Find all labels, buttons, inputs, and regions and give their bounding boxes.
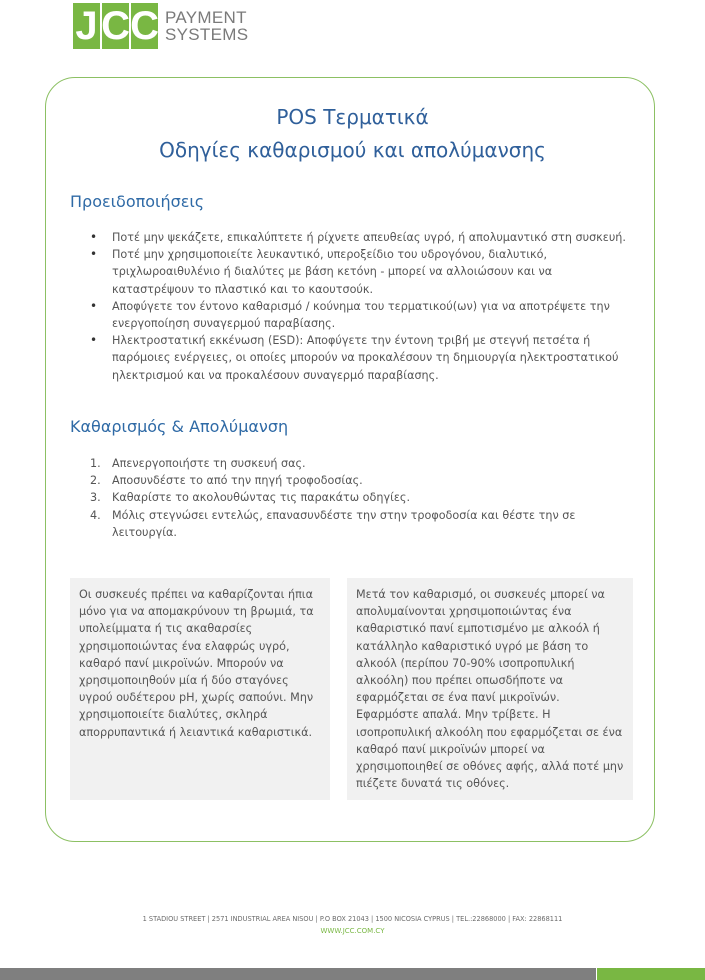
step-text: Καθαρίστε το ακολουθώντας τις παρακάτω οδηγίες. [112, 491, 411, 505]
step-item [70, 472, 630, 489]
footer-bar-green [597, 968, 705, 980]
logo-wordmark [165, 9, 248, 43]
warnings-heading: Προειδοποιήσεις [70, 192, 205, 211]
step-item [70, 489, 630, 506]
step-text: Μόλις στεγνώσει εντελώς, επανασυνδέστε την στην τροφοδοσία και θέστε την σε λειτουργία. [112, 508, 576, 539]
step-text: Απενεργοποιήστε τη συσκευή σας. [112, 457, 306, 470]
warning-item: • Ποτέ μην χρησιμοποιείτε λευκαντικό, υπεροξείδιο του υδρογόνου, διαλυτικό, τριχλωροαιθυλένιο ή διαλύτες με βάση κετόνη - μπορεί να αλλοιώσουν και να καταστρέψουν το πλαστικό και το καουτσούκ. [70, 246, 630, 298]
step-item [70, 507, 630, 541]
footer-website[interactable]: WWW.JCC.COM.CY [320, 927, 385, 935]
warning-item: • Ποτέ μην ψεκάζετε, επικαλύπτετε ή ρίχνετε απευθείας υγρό, ή απολυμαντικό στη συσκευή. [70, 229, 630, 246]
warning-item: • Ηλεκτροστατική εκκένωση (ESD): Αποφύγετε την έντονη τριβή με στεγνή πετσέτα ή παρόμοιες ενέργειες, οι οποίες μπορούν να προκαλέσουν τη δημιουργία ηλεκτροστατικού ηλεκτρισμού και να προκαλέσουν συναγερμό παραβίασης. [70, 332, 630, 384]
logo-line-2: SYSTEMS [165, 25, 249, 44]
document-subtitle: Οδηγίες καθαρισμού και απολύμανσης [159, 138, 546, 162]
step-number: 2. [90, 474, 101, 488]
warning-item: • Αποφύγετε τον έντονο καθαρισμό / κούνημα του τερματικού(ων) για να αποτρέψετε την ενεργοποίηση συναγερμού παραβίασης. [70, 298, 630, 332]
cleaning-steps [70, 455, 630, 541]
company-logo [73, 2, 248, 50]
step-number: 3. [90, 491, 101, 505]
logo-letters [73, 3, 158, 49]
document-title: POS Τερματικά [276, 105, 429, 129]
footer-address: 1 STADIOU STREET | 2571 INDUSTRIAL AREA NISOU | P.O BOX 21043 | 1500 NICOSIA CYPRUS | TEL.:22868000 | FAX: 22868111 [142, 915, 563, 923]
footer-bar-grey [0, 968, 596, 980]
logo-letter-c2: C [130, 4, 159, 48]
cleaning-heading: Καθαρισμός & Απολύμανση [70, 417, 289, 436]
step-number: 1. [90, 457, 101, 470]
warnings-list [70, 229, 630, 384]
step-text: Αποσυνδέστε το από την πηγή τροφοδοσίας. [112, 474, 363, 488]
cleaning-note: Οι συσκευές πρέπει να καθαρίζονται ήπια μόνο για να απομακρύνουν τη βρωμιά, τα υπολείμματα ή τις ακαθαρσίες χρησιμοποιώντας ένα ελαφρώς υγρό, καθαρό πανί μικροϊνών. Μπορούν να χρησιμοποιηθούν μία ή δύο σταγόνες υγρού ουδέτερου pH, χωρίς σαπούνι. Μην χρησιμοποιείτε διαλύτες, σκληρά απορρυπαντικά ή λειαντικά καθαριστικά. [70, 578, 330, 800]
step-number: 4. [90, 508, 101, 522]
logo-letter-j: J [73, 3, 100, 49]
step-item [70, 455, 630, 472]
logo-line-1: PAYMENT [165, 8, 247, 27]
disinfection-note: Μετά τον καθαρισμό, οι συσκευές μπορεί να απολυμαίνονται χρησιμοποιώντας ένα καθαριστικό πανί εμποτισμένο με αλκοόλ ή κατάλληλο καθαριστικό υγρό με βάση το αλκοόλ (περίπου 70-90% ισοπροπυλική αλκοόλη) που πρέπει οπωσδήποτε να εφαρμόζεται σε ένα πανί μικροϊνών. Εφαρμόστε απαλά. Μην τρίβετε. Η ισοπροπυλική αλκοόλη που εφαρμόζεται σε ένα καθαρό πανί μικροϊνών μπορεί να χρησιμοποιηθεί σε οθόνες αφής, αλλά ποτέ μην πιέζετε δυνατά τις οθόνες. [347, 578, 633, 800]
logo-letter-c1: C [101, 4, 130, 48]
